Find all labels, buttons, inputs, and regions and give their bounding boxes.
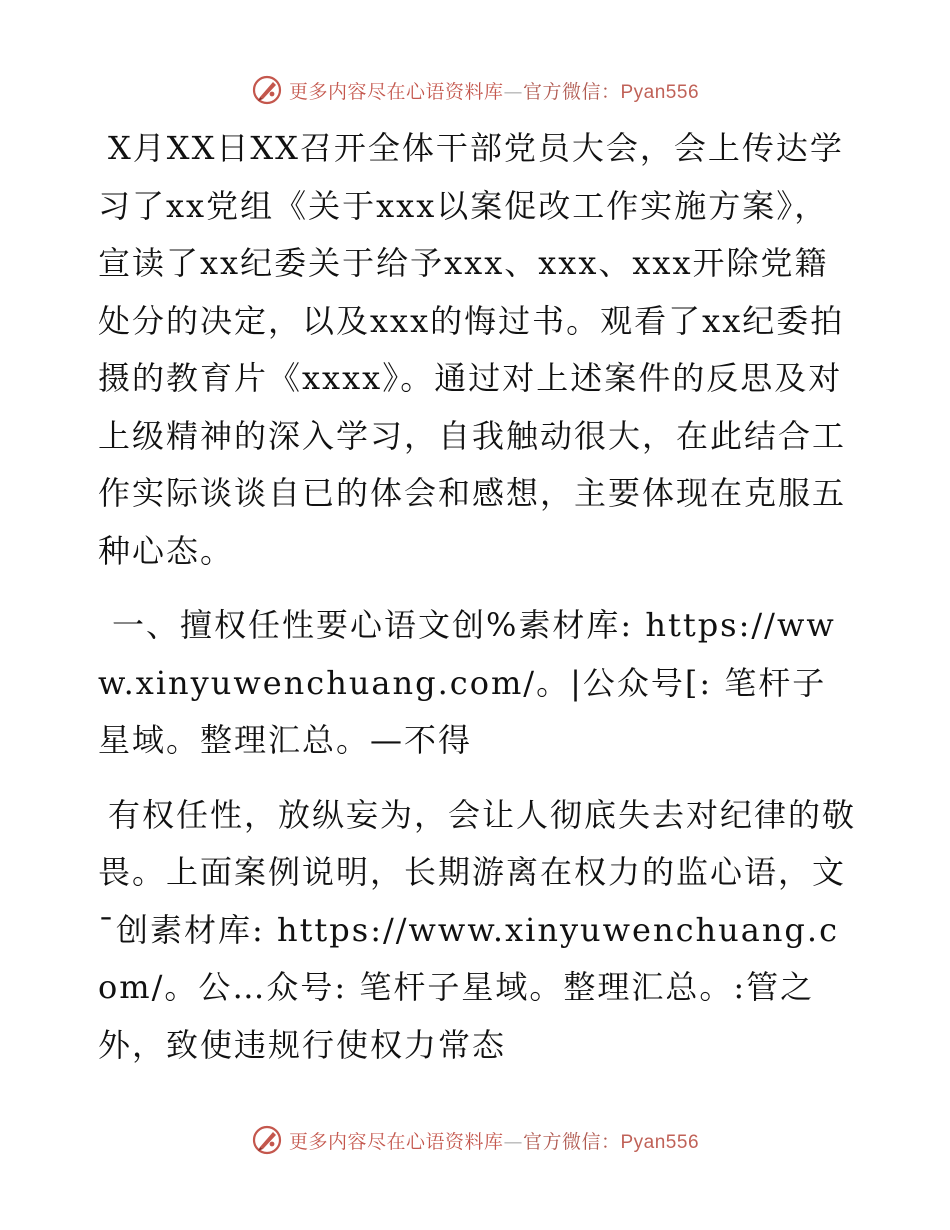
footer-separator: — [503,1130,523,1153]
footer-wechat-label: 官方微信： [522,1130,621,1153]
header-separator: — [503,80,523,103]
header-banner-text [289,77,699,104]
footer-site-text: 更多内容尽在心语资料库 [288,1130,504,1153]
body-paragraph-2: 一、擅权任性要心语文创%素材库: https://www.xinyuwenchuang.com/。|公众号[: 笔杆子星域。整理汇总。—不得 [98,606,836,759]
footer-banner [0,1120,950,1160]
header-site-text: 更多内容尽在心语资料库 [288,80,504,103]
quill-pen-logo-icon [251,1124,283,1156]
header-wechat-id: Pyan556 [620,81,700,103]
header-banner [0,70,950,110]
document-body [98,120,858,1074]
footer-wechat-id: Pyan556 [620,1131,700,1153]
body-paragraph-3: 有权任性，放纵妄为，会让人彻底失去对纪律的敬畏。上面案例说明，长期游离在权力的监心语，文¯创素材库: https://www.xinyuwenchuang.com/。公…众号: 笔杆子星域。整理汇总。:管之外，致使违规行使权力常态 [98,795,857,1064]
footer-banner-text [289,1127,699,1154]
quill-pen-logo-icon [251,74,283,106]
body-paragraph-1: X月XX日XX召开全体干部党员大会，会上传达学习了xx党组《关于xxx以案促改工作实施方案》，宣读了xx纪委关于给予xxx、xxx、xxx开除党籍处分的决定，以及xxx的悔过书。观看了xx纪委拍摄的教育片《xxxx》。通过对上述案件的反思及对上级精神的深入学习，自我触动很大，在此结合工作实际谈谈自已的体会和感想，主要体现在克服五种心态。 [98,129,847,570]
header-wechat-label: 官方微信： [522,80,621,103]
